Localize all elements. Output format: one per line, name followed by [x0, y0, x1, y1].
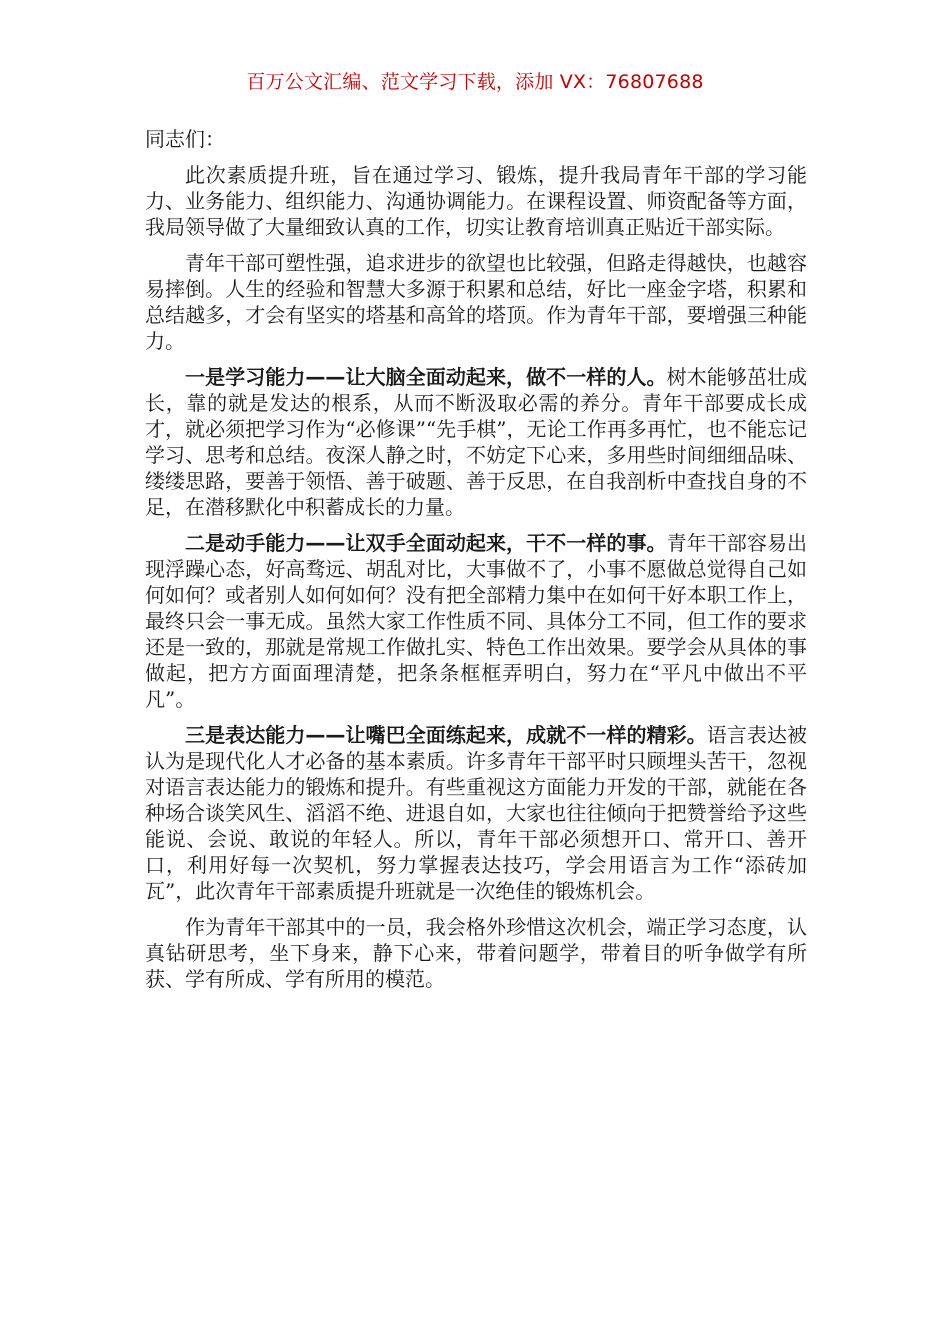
- document-body: [145, 126, 807, 1002]
- paragraph-text: 青年干部容易出现浮躁心态，好高骛远、胡乱对比，大事做不了，小事不愿做总觉得自己如何如何？或者别人如何如何？没有把全部精力集中在如何干好本职工作上，最终只会一事无成。虽然大家工作性质不同、具体分工不同，但工作的要求还是一致的，那就是常规工作做扎实、特色工作出效果。要学会从具体的事做起，把方方面面理清楚，把条条框框弄明白，努力在“平凡中做出不平凡”。: [145, 531, 808, 711]
- paragraph-text: 语言表达被认为是现代化人才必备的基本素质。许多青年干部平时只顾埋头苦干，忽视对语言表达能力的锻炼和提升。有些重视这方面能力开发的干部，就能在各种场合谈笑风生、滔滔不绝、进退自如，大家也往往倾向于把赞誉给予这些能说、会说、敢说的年轻人。所以，青年干部必须想开口、常开口、善开口，利用好每一次契机，努力掌握表达技巧，学会用语言为工作“添砖加瓦”，此次青年干部素质提升班就是一次绝佳的锻炼机会。: [145, 723, 808, 903]
- paragraph-expression-ability: [145, 722, 807, 904]
- paragraph-learning-ability: [145, 364, 807, 520]
- paragraph-conclusion: [145, 914, 807, 992]
- paragraph-lead: 二是动手能力——让双手全面动起来，干不一样的事。: [185, 531, 667, 555]
- paragraph-lead: 一是学习能力——让大脑全面动起来，做不一样的人。: [185, 365, 667, 389]
- paragraph-background: [145, 250, 807, 354]
- paragraph-text: 青年干部可塑性强，追求进步的欲望也比较强，但路走得越快，也越容易摔倒。人生的经验和智慧大多源于积累和总结，好比一座金字塔，积累和总结越多，才会有坚实的塔基和高耸的塔顶。作为青年干部，要增强三种能力。: [145, 251, 807, 353]
- paragraph-text: 此次素质提升班，旨在通过学习、锻炼，提升我局青年干部的学习能力、业务能力、组织能力、沟通协调能力。在课程设置、师资配备等方面，我局领导做了大量细致认真的工作，切实让教育培训真正贴近干部实际。: [145, 163, 807, 239]
- header-banner: 百万公文汇编、范文学习下载，添加 VX：76807688: [246, 71, 704, 93]
- paragraph-text: 作为青年干部其中的一员，我会格外珍惜这次机会，端正学习态度，认真钻研思考，坐下身来，静下心来，带着问题学，带着目的听争做学有所获、学有所成、学有所用的模范。: [145, 915, 807, 991]
- paragraph-lead: 三是表达能力——让嘴巴全面练起来，成就不一样的精彩。: [185, 723, 707, 747]
- greeting: 同志们：: [145, 127, 225, 151]
- paragraph-text: 树木能够茁壮成长，靠的就是发达的根系，从而不断汲取必需的养分。青年干部要成长成才，就必须把学习作为“必修课”“先手棋”，无论工作再多再忙，也不能忘记学习、思考和总结。夜深人静之时，不妨定下心来，多用些时间细细品味、缕缕思路，要善于领悟、善于破题、善于反思，在自我剖析中查找自身的不足，在潜移默化中积蓄成长的力量。: [145, 365, 808, 519]
- paragraph-intro: [145, 162, 807, 240]
- paragraph-hands-on-ability: [145, 530, 807, 712]
